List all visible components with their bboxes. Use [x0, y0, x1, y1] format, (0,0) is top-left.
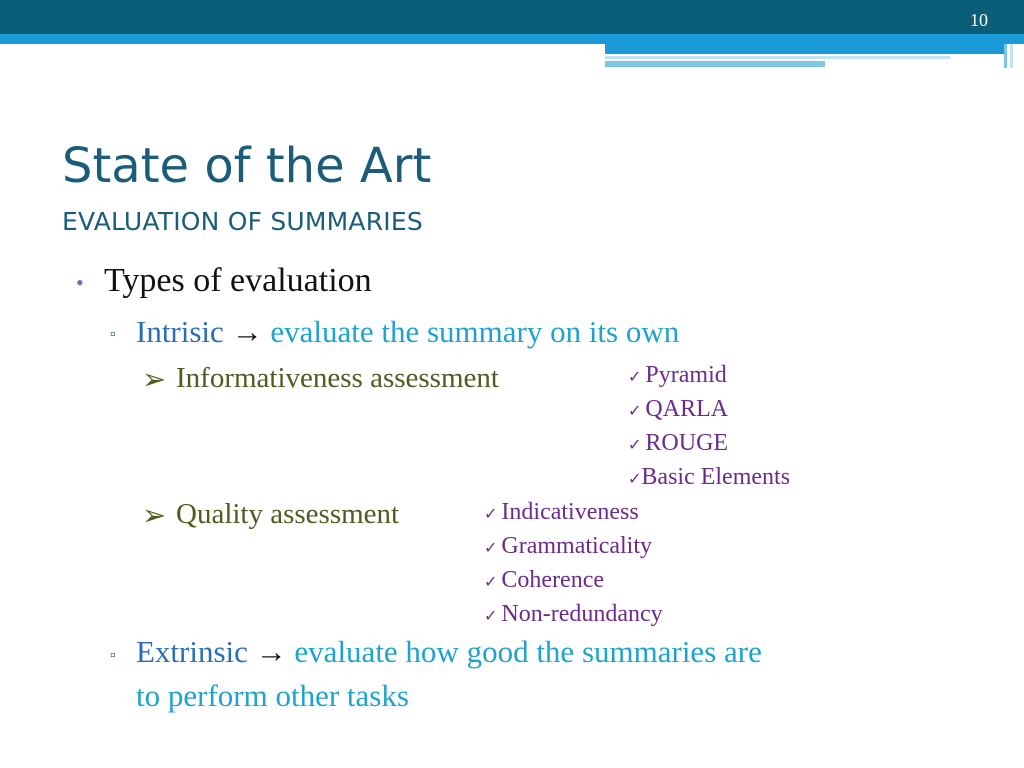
header-accent-bar — [0, 34, 1024, 44]
check-icon: ✓ — [484, 608, 502, 625]
header-decoration — [605, 44, 1005, 54]
extrinsic-description-cont: to perform other tasks — [136, 678, 409, 713]
header-decoration — [1010, 44, 1013, 68]
header-decoration — [605, 56, 950, 59]
slide-title: State of the Art — [62, 138, 432, 194]
arrow-icon: → — [231, 314, 263, 349]
extrinsic-description: evaluate how good the summaries are — [294, 634, 762, 669]
informativeness-item: ✓ QARLA — [628, 396, 729, 422]
intrinsic-description: evaluate the summary on its own — [270, 314, 680, 349]
bullet-types-of-evaluation: Types of evaluation — [104, 262, 372, 299]
informativeness-label: Informativeness assessment — [176, 362, 499, 394]
quality-item: ✓ Coherence — [484, 567, 605, 593]
check-icon: ✓ — [484, 506, 502, 523]
informativeness-item: ✓ Pyramid — [628, 362, 727, 388]
quality-label: Quality assessment — [176, 498, 400, 530]
check-icon: ✓ — [628, 369, 646, 386]
intrinsic-line — [136, 314, 679, 350]
arrowhead-bullet-icon: ➢ — [142, 364, 167, 396]
extrinsic-line — [136, 634, 762, 670]
quality-item: ✓ Non-redundancy — [484, 601, 663, 627]
check-icon: ✓ — [628, 437, 646, 454]
check-icon: ✓ — [484, 540, 502, 557]
check-icon: ✓ — [628, 403, 646, 420]
quality-item: ✓ Indicativeness — [484, 499, 639, 525]
square-bullet-icon: ▫ — [110, 647, 116, 664]
informativeness-item: ✓ ROUGE — [628, 430, 729, 456]
check-icon: ✓ — [628, 471, 642, 488]
slide-subtitle: EVALUATION OF SUMMARIES — [62, 207, 423, 236]
informativeness-item: ✓Basic Elements — [628, 464, 791, 490]
check-icon: ✓ — [484, 574, 502, 591]
bullet-dot-icon: • — [76, 270, 84, 295]
arrowhead-bullet-icon: ➢ — [142, 500, 167, 532]
intrinsic-label: Intrisic — [136, 314, 224, 349]
slide-number: 10 — [970, 10, 988, 30]
header-bar — [0, 0, 1024, 34]
quality-item: ✓ Grammaticality — [484, 533, 653, 559]
arrow-icon: → — [255, 634, 287, 669]
header-decoration — [1004, 44, 1007, 68]
square-bullet-icon: ▫ — [110, 326, 116, 343]
header-decoration — [605, 61, 825, 67]
extrinsic-label: Extrinsic — [136, 634, 248, 669]
